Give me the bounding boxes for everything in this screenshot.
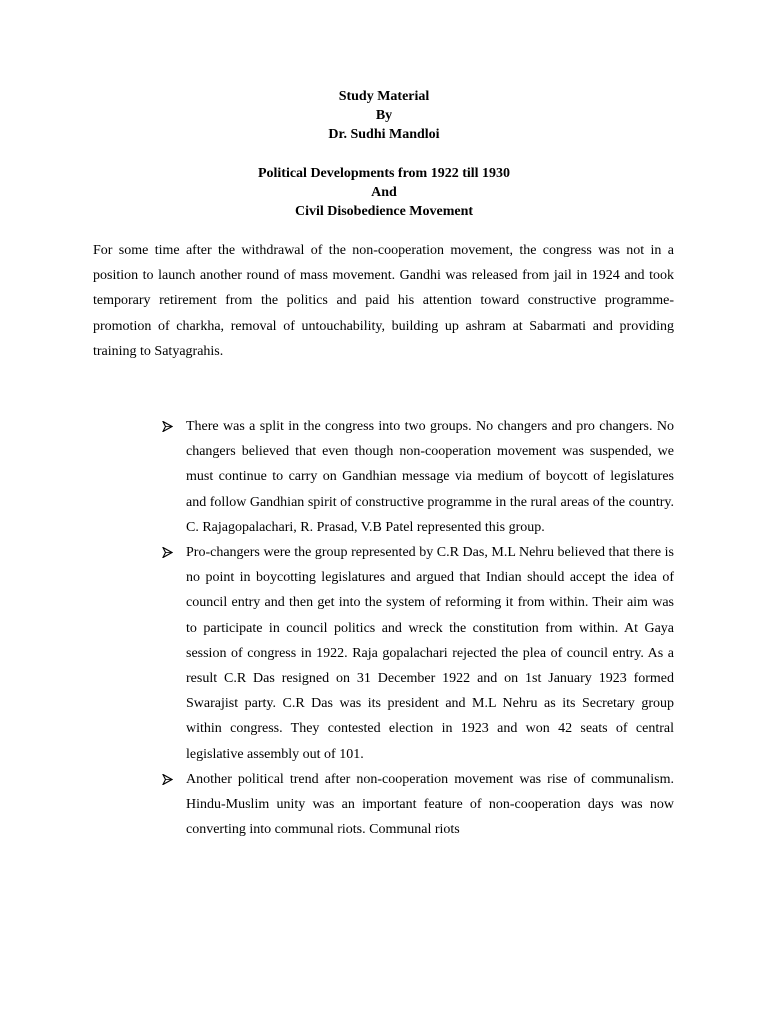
arrow-bullet-icon <box>162 414 176 439</box>
list-item <box>162 414 674 540</box>
bullet-list <box>162 414 674 842</box>
bullet-text: There was a split in the congress into two groups. No changers and pro changers. No changers believed that even though non-cooperation movement was suspended, we must continue to carry on Gandhian message via medium of boycott of legislatures and follow Gandhian spirit of constructive programme in the rural areas of the country. C. Rajagopalachari, R. Prasad, V.B Patel represented this group. <box>186 419 674 535</box>
list-item <box>162 767 674 843</box>
title-by: By <box>375 108 393 123</box>
document-title-block <box>0 87 768 144</box>
document-topic-block <box>0 164 768 221</box>
intro-paragraph: For some time after the withdrawal of the non-cooperation movement, the congress was not in a position to launch another round of mass movement. Gandhi was released from jail in 1924 and took temporary retirement from the politics and paid his attention toward constructive programme- promotion of charkha, removal of untouchability, building up ashram at Sabarmati and providing training to Satyagrahis. <box>93 243 674 359</box>
title-study-material: Study Material <box>338 89 430 104</box>
title-author: Dr. Sudhi Mandloi <box>328 127 440 142</box>
arrow-bullet-icon <box>162 767 176 792</box>
list-item <box>162 540 674 767</box>
topic-line-political-developments: Political Developments from 1922 till 1930 <box>257 166 511 181</box>
topic-line-civil-disobedience: Civil Disobedience Movement <box>294 204 474 219</box>
bullet-text: Another political trend after non-cooperation movement was rise of communalism. Hindu-Muslim unity was an important feature of non-cooperation days was now converting into communal riots. Communal riots <box>186 771 674 838</box>
arrow-bullet-icon <box>162 540 176 565</box>
bullet-text: Pro-changers were the group represented by C.R Das, M.L Nehru believed that there is no point in boycotting legislatures and argued that Indian should accept the idea of council entry and then get into the system of reforming it from within. Their aim was to participate in council politics and wreck the constitution from within. At Gaya session of congress in 1922. Raja gopalachari rejected the plea of council entry. As a result C.R Das resigned on 31 December 1922 and on 1st January 1923 formed Swarajist party. C.R Das was its president and M.L Nehru as its Secretary group within congress. They contested election in 1923 and won 42 seats of central legislative assembly out of 101. <box>186 545 674 762</box>
topic-line-and: And <box>371 185 397 200</box>
